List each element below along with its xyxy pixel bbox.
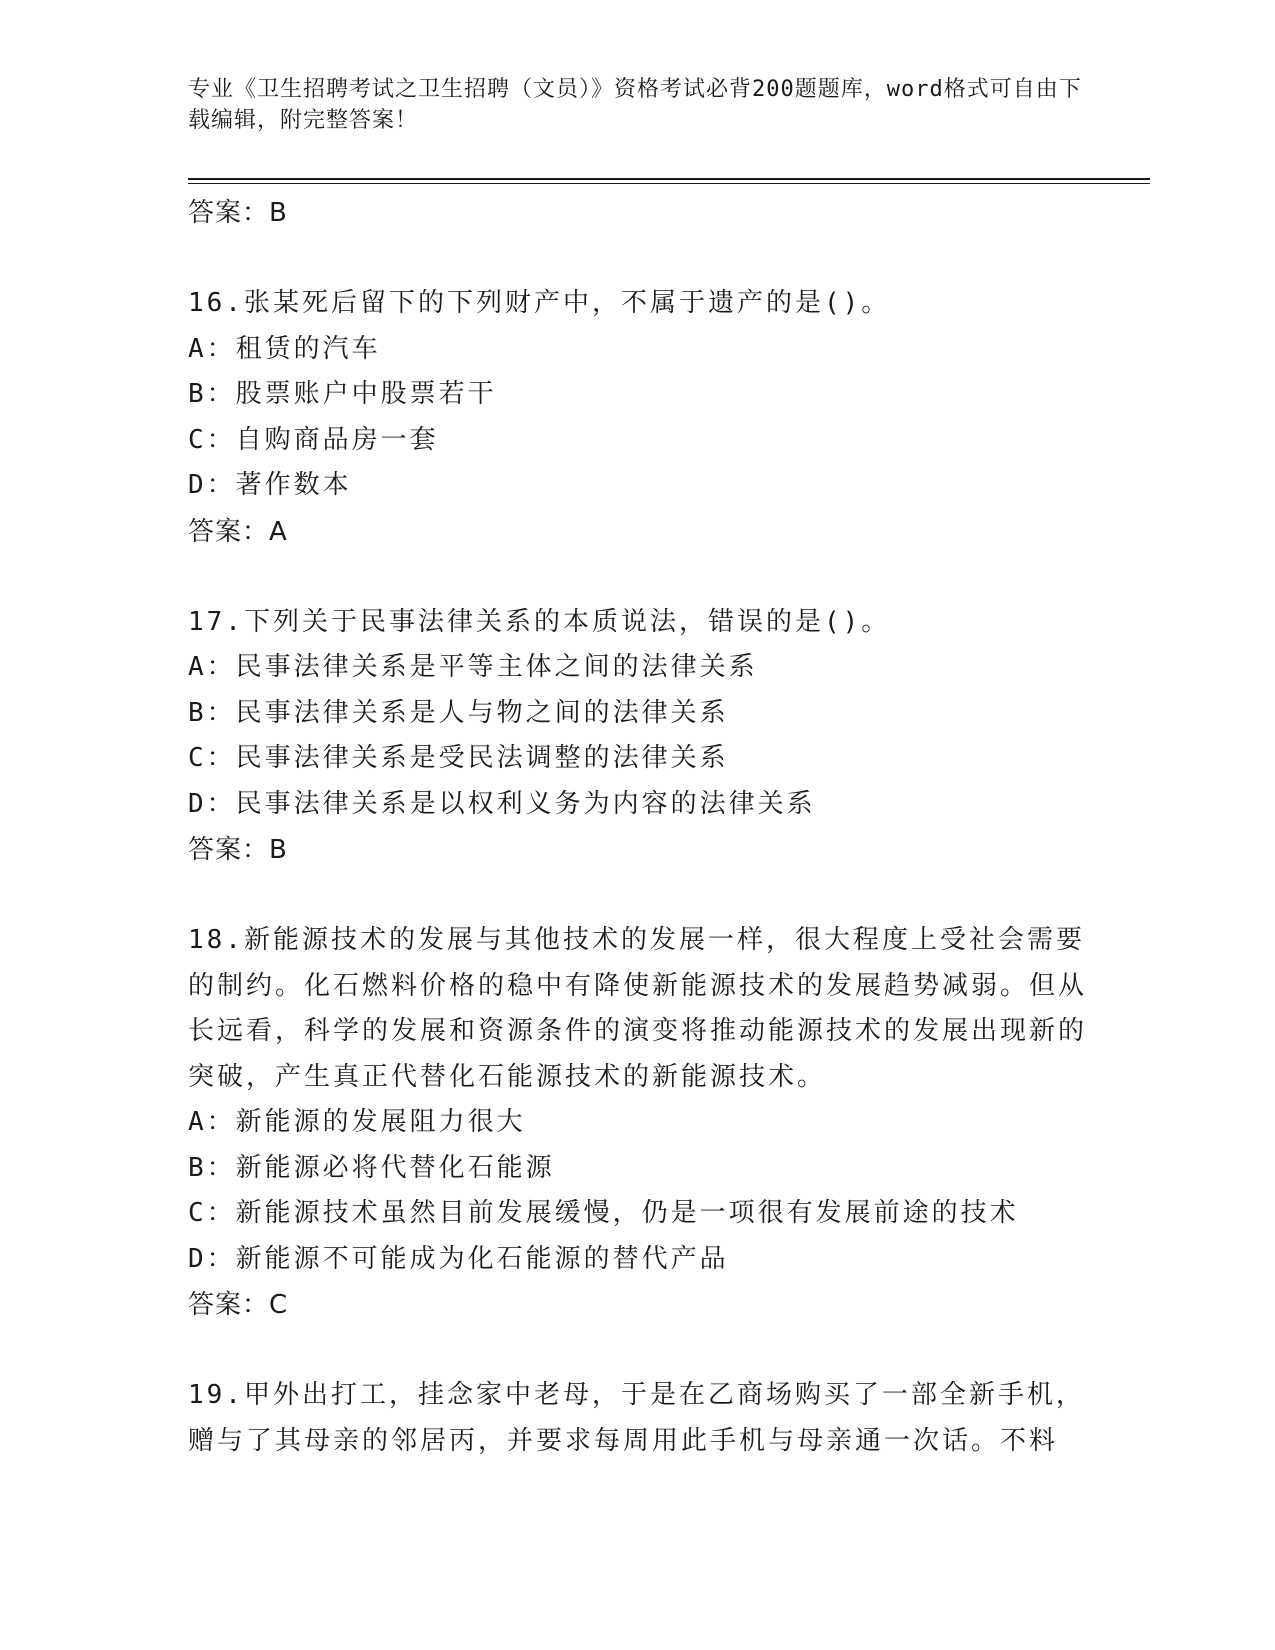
answer-line: 答案：B [188, 198, 288, 228]
document-header: 专业《卫生招聘考试之卫生招聘（文员）》资格考试必背200题题库，word格式可自由下载编辑，附完整答案！ [188, 77, 1082, 133]
option-d: D：著作数本 [188, 470, 352, 500]
question-block [188, 600, 1088, 874]
question-text: 16.张某死后留下的下列财产中，不属于遗产的是()。 [188, 288, 891, 318]
option-b: B：新能源必将代替化石能源 [188, 1152, 555, 1183]
question-block [188, 281, 1088, 555]
question-block [188, 918, 1088, 1328]
header-divider-thin [188, 183, 1150, 184]
header-divider-thick [188, 178, 1150, 180]
option-c: C：民事法律关系是受民法调整的法律关系 [188, 743, 729, 773]
option-d: D：民事法律关系是以权利义务为内容的法律关系 [188, 788, 816, 819]
question-text: 19.甲外出打工，挂念家中老母，于是在乙商场购买了一部全新手机，赠与了其母亲的邻居丙，并要求每周用此手机与母亲通一次话。不料 [188, 1380, 1085, 1456]
question-text: 17.下列关于民事法律关系的本质说法，错误的是()。 [188, 606, 891, 637]
answer-line: 答案：C [188, 1290, 289, 1320]
answer-line: 答案：B [188, 835, 288, 865]
document-body [188, 190, 1088, 1464]
answer-line: 答案：A [188, 516, 288, 547]
option-b: B：股票账户中股票若干 [188, 379, 497, 409]
option-a: A：民事法律关系是平等主体之间的法律关系 [188, 652, 758, 682]
question-text: 18.新能源技术的发展与其他技术的发展一样，很大程度上受社会需要的制约。化石燃料价格的稳中有降使新能源技术的发展趋势减弱。但从长远看，科学的发展和资源条件的演变将推动能源技术的发展出现新的突破，产生真正代替化石能源技术的新能源技术。 [188, 925, 1088, 1092]
option-a: A：租赁的汽车 [188, 333, 381, 364]
option-a: A：新能源的发展阻力很大 [188, 1107, 526, 1137]
option-c: C：自购商品房一套 [188, 424, 439, 455]
question-block [188, 1373, 1088, 1464]
option-c: C：新能源技术虽然目前发展缓慢，仍是一项很有发展前途的技术 [188, 1198, 1019, 1228]
option-b: B：民事法律关系是人与物之间的法律关系 [188, 697, 729, 728]
option-d: D：新能源不可能成为化石能源的替代产品 [188, 1243, 729, 1274]
